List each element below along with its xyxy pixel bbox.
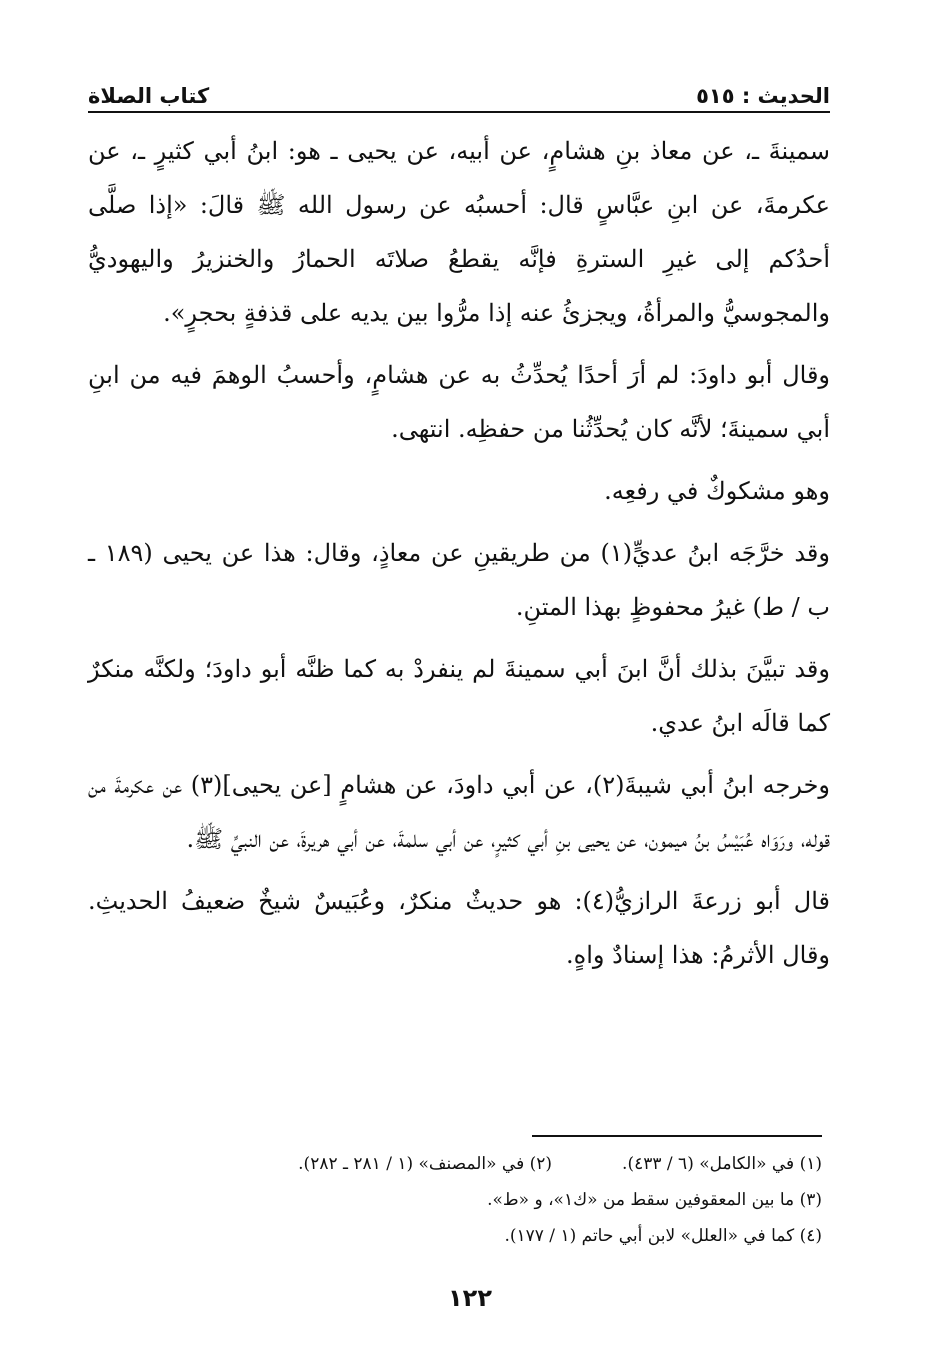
footnote-1: (١) في «الكامل» (٦ / ٤٣٣). [622, 1154, 822, 1174]
header-rule [88, 111, 830, 113]
footnote-2: (٢) في «المصنف» (١ / ٢٨١ ـ ٢٨٢). [298, 1154, 553, 1174]
paragraph-6: وخرجه ابنُ أبي شيبةَ(٢)، عن أبي داودَ، عن هشامٍ [عن يحيى](٣) عن عكرمةَ من قوله، ورَوَاه عُبَيْسُ بنُ ميمون، عن يحيى بنِ أبي كثيرٍ، عن أبي سلمةَ، عن أبي هريرةَ، عن النبيِّ ﷺ. [88, 771, 830, 853]
paragraph-1: سمينةَ ـ، عن معاذ بنِ هشامٍ، عن أبيه، عن يحيى ـ هو: ابنُ أبي كثيرٍ ـ، عن عكرمةَ، عن ابنِ عبَّاسٍ قال: أحسبُه عن رسول الله ﷺ قالَ: «إذا صلَّى أحدُكم إلى غيرِ السترةِ فإنَّه يقطعُ صلاتَه الحمارُ والخنزيرُ واليهوديُّ والمجوسيُّ والمرأةُ، ويجزئُ عنه إذا مرُّوا بين يديه على قذفةٍ بحجرٍ». [88, 137, 830, 327]
main-text [88, 124, 830, 990]
paragraph-2: وقال أبو داودَ: لم أرَ أحدًا يُحدِّثُ به عن هشامٍ، وأحسبُ الوهمَ فيه من ابنِ أبي سمينةَ؛ لأنَّه كان يُحدِّثُنا من حفظِه. انتهى. [88, 361, 831, 443]
paragraph-5: وقد تبيَّنَ بذلك أنَّ ابنَ أبي سمينةَ لم ينفردْ به كما ظنَّه أبو داودَ؛ ولكنَّه منكرٌ كما قالَه ابنُ عدي. [88, 655, 830, 737]
footnote-4: (٤) كما في «العلل» لابن أبي حاتم (١ / ١٧٧). [504, 1226, 822, 1246]
footnote-row-3 [120, 1218, 822, 1254]
running-header [88, 76, 830, 108]
footnote-row-1 [120, 1146, 822, 1182]
footnote-row-2 [120, 1182, 822, 1218]
paragraph-7: قال أبو زرعةَ الرازيُّ(٤): هو حديثٌ منكرٌ، وعُبَيسٌ شيخٌ ضعيفُ الحديثِ. وقال الأثرمُ: هذا إسنادٌ واهٍ. [88, 887, 830, 969]
hadith-number: الحديث : ٥١٥ [696, 84, 830, 108]
paragraph-3: وهو مشكوكٌ في رفعِه. [604, 477, 830, 505]
footnote-3: (٣) ما بين المعقوفين سقط من «ك١»، و «ط». [487, 1190, 822, 1210]
paragraph-4: وقد خرَّجَه ابنُ عديٍّ(١) من طريقينِ عن معاذٍ، وقال: هذا عن يحيى (١٨٩ ـ ب / ط) غيرُ محفوظٍ بهذا المتنِ. [88, 539, 830, 621]
footnote-rule [532, 1135, 822, 1137]
footnotes [120, 1146, 822, 1254]
page-number: ١٢٢ [448, 1284, 492, 1312]
book-title: كتاب الصلاة [88, 84, 210, 108]
